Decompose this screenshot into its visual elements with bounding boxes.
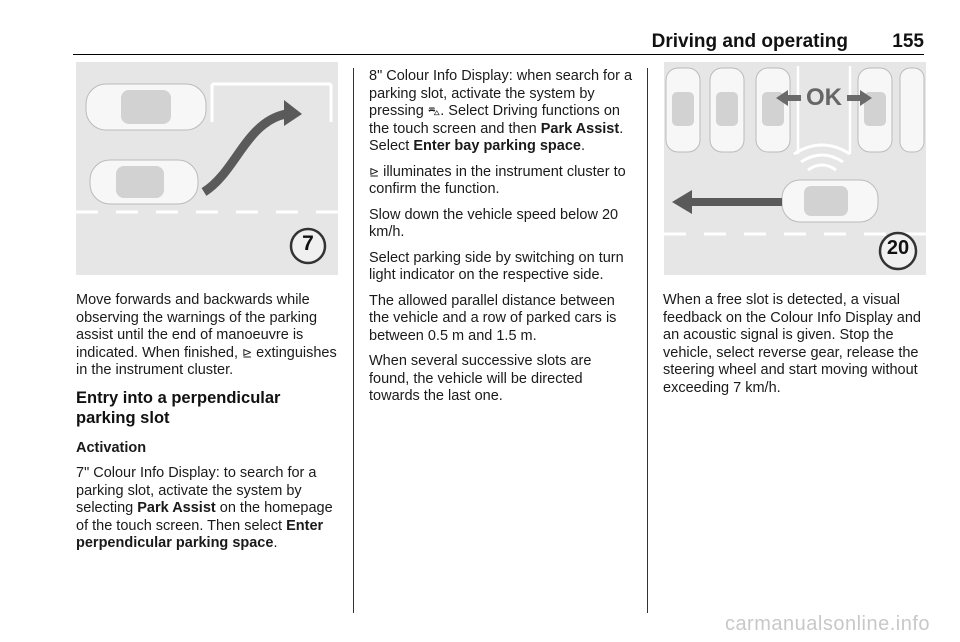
column-divider-right xyxy=(647,68,648,613)
paragraph-successive-slots: When several successive slots are found, the vehicle will be directed towards the last one. xyxy=(369,353,592,404)
paragraph-parallel-distance: The allowed parallel distance between the vehicle and a row of parked cars is between 0.5 m and 1.5 m. xyxy=(369,292,617,344)
parking-assist-icon: ⊵ xyxy=(369,164,380,179)
figure-slot-detection xyxy=(664,62,926,275)
moving-car xyxy=(90,160,198,204)
text-run: . Select Driving functions on the touch screen and then xyxy=(369,103,620,137)
text-run: . xyxy=(273,535,278,551)
parking-assist-icon: ⊵ xyxy=(242,345,253,360)
text-run: illuminates in the instrument cluster to confirm the function. xyxy=(369,163,626,197)
column-2-text xyxy=(369,68,634,414)
bold-term: Park Assist xyxy=(137,500,216,516)
text-run: 8" Colour Info Display: when search for a parking slot, activate the system by pressing xyxy=(369,68,633,119)
bold-term: Park Assist xyxy=(540,120,620,137)
paragraph-8inch-display xyxy=(369,68,634,156)
bold-term: Enter bay parking space xyxy=(413,138,581,154)
text-run: on the homepage of the touch screen. Then select xyxy=(76,500,333,534)
subheading-activation: Activation xyxy=(76,439,147,456)
column-divider-left xyxy=(353,68,354,613)
page-number: 155 xyxy=(892,31,924,52)
text-run: extinguishes in the instrument cluster. xyxy=(76,344,337,378)
section-heading: Entry into a perpendicular parking slot xyxy=(76,388,281,427)
paragraph-free-slot: When a free slot is detected, a visual feedback on the Colour Info Display and an acoustic signal is given. Stop the vehicle, select reverse gear, release the steering wheel and start moving without exceeding 7 km/h. xyxy=(663,292,921,396)
paragraph-parking-side: Select parking side by switching on turn light indicator on the respective side. xyxy=(369,249,624,283)
figure-number-badge: 7 xyxy=(302,232,314,255)
figure-number-badge: 20 xyxy=(886,237,910,259)
paragraph-finish-manoeuvre xyxy=(76,292,342,380)
moving-car xyxy=(782,180,878,222)
text-run: . Select xyxy=(369,120,624,154)
car-icon: ⛍ xyxy=(427,104,441,118)
paragraph-slow-down: Slow down the vehicle speed below 20 km/h. xyxy=(369,206,619,240)
bold-term: Enter perpendicular parking space xyxy=(76,517,324,551)
parked-car xyxy=(86,84,206,130)
column-3-text xyxy=(663,292,929,405)
text-run: . xyxy=(580,138,585,154)
paragraph-7inch-display xyxy=(76,465,342,553)
column-1-text xyxy=(76,292,342,561)
figure-perpendicular-parking xyxy=(76,62,338,275)
paragraph-illuminates xyxy=(369,164,634,199)
text-run: 7" Colour Info Display: to search for a parking slot, activate the system by selecting xyxy=(76,465,317,516)
header-rule xyxy=(73,54,924,55)
page-header-title: Driving and operating xyxy=(651,31,848,52)
text-run: Move forwards and backwards while observing the warnings of the parking assist until the end of manoeuvre is indicated. When finished, xyxy=(76,292,318,361)
ok-label: OK xyxy=(806,84,842,111)
watermark: carmanualsonline.info xyxy=(724,613,930,635)
